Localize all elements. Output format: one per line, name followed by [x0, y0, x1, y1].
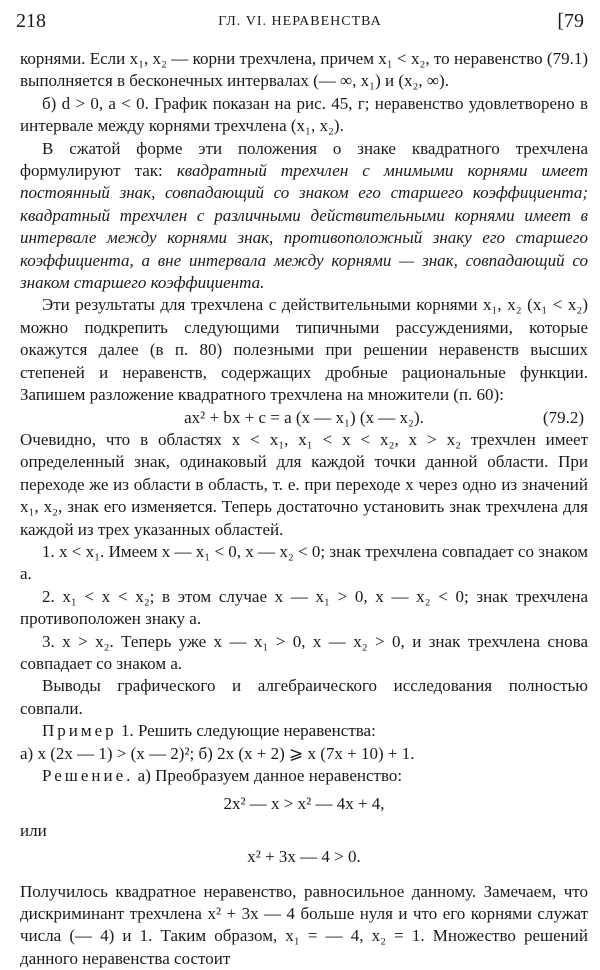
paragraph-case-3: 3. x > x₂. Теперь уже x — x₁ > 0, x — x₂ > 0, и знак трехчлена снова совпадает со знаком a.: [20, 631, 588, 673]
equation-79-2: [20, 407, 588, 429]
equation-79-2-body: ax² + bx + c = a (x — x₁) (x — x₂).: [184, 407, 424, 427]
equation-transformed: 2x² — x > x² — 4x + 4,: [223, 794, 385, 814]
equation-number: (79.2): [542, 407, 584, 427]
page-body: [20, 48, 588, 970]
page-header: [16, 10, 584, 36]
paragraph-solution-continued: Получилось квадратное неравенство, равносильное данному. Замечаем, что дискриминант трехчлена x² + 3x — 4 больше нуля и что его корнями служат числа (— 4) и 1. Таким образом, x₁ = — 4, x₂ = 1. Множество решений данного неравенства состоит: [20, 881, 588, 968]
running-head: ГЛ. VI. НЕРАВЕНСТВА: [218, 14, 382, 29]
paragraph-case-1: 1. x < x₁. Имеем x — x₁ < 0, x — x₂ < 0; знак трехчлена совпадает со знаком a.: [20, 541, 588, 584]
example-label: Пример: [42, 721, 117, 741]
solution-text: а) Преобразуем данное неравенство:: [133, 766, 403, 785]
solution-label: Решение.: [42, 766, 134, 785]
section-number: [79: [557, 10, 584, 32]
summary-lead: В сжатой форме эти положения о знаке квадратного трехчлена формулируют так:: [20, 138, 588, 181]
solution-heading: [20, 765, 588, 787]
paragraph-conclusion: Выводы графического и алгебраического исследования полностью совпали.: [20, 676, 588, 718]
word-ili: или: [20, 820, 47, 840]
paragraph-roots-intervals: корнями. Если x₁, x₂ — корни трехчлена, причем x₁ < x₂, то неравенство (79.1) выполняется в бесконечных интервалах (— ∞, x₁) и (x₂, ∞).: [20, 49, 588, 91]
paragraph-case-2: 2. x₁ < x < x₂; в этом случае x — x₁ > 0, x — x₂ < 0; знак трехчлена противоположен знаку a.: [20, 586, 588, 629]
example-inequalities: а) x (2x — 1) > (x — 2)²; б) 2x (x + 2) ⩾ x (7x + 10) + 1.: [20, 743, 415, 763]
equation-quadratic: x² + 3x — 4 > 0.: [247, 847, 361, 867]
summary-rule-italic: квадратный трехчлен с мнимыми корнями имеет постоянный знак, совпадающий со знаком его старшего коэффициента; квадратный трехчлен с различными действительными корнями имеет в интервале между корнями знак, противоположный знаку его старшего коэффициента, а вне интервала между корнями — знак, совпадающий со знаком старшего коэффициента.: [20, 161, 588, 293]
page-number: 218: [16, 10, 46, 32]
paragraph-case-b: б) d > 0, a < 0. График показан на рис. 45, г; неравенство удовлетворено в интервале между корнями трехчлена (x₁, x₂).: [20, 93, 588, 136]
example-heading: [20, 720, 588, 742]
paragraph-reasoning: Эти результаты для трехчлена с действительными корнями x₁, x₂ (x₁ < x₂) можно подкрепить следующими типичными рассуждениями, которые окажутся далее (в п. 80) полезными при решении неравенств высших степеней и неравенств, содержащих дробные рациональные функции. Запишем разложение квадратного трехчлена на множители (п. 60):: [20, 295, 588, 405]
paragraph-summary: [20, 138, 588, 295]
example-text: 1. Решить следующие неравенства:: [116, 721, 376, 741]
paragraph-regions: Очевидно, что в областях x < x₁, x₁ < x < x₂, x > x₂ трехчлен имеет определенный знак, одинаковый для каждой точки данной области. При переходе же из области в область, т. е. при переходе x через одно из значений x₁, x₂, знак его изменяется. Теперь достаточно установить знак трехчлена для каждой из трех указанных областей.: [20, 429, 588, 539]
